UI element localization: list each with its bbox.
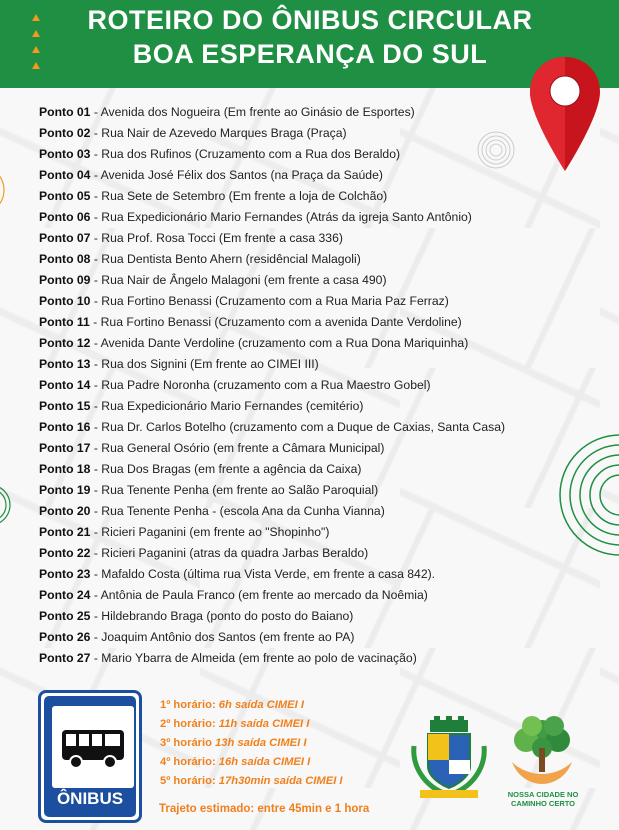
route-point-description: - Ricieri Paganini (atras da quadra Jarbas Beraldo) bbox=[90, 546, 369, 560]
schedule-ordinal: 5º horário: bbox=[160, 775, 216, 787]
route-point-description: - Rua Dr. Carlos Botelho (cruzamento com a Duque de Caxias, Santa Casa) bbox=[90, 420, 506, 434]
route-point-description: - Mario Ybarra de Almeida (em frente ao polo de vacinação) bbox=[90, 651, 417, 665]
schedule-time: 6h saída CIMEI I bbox=[218, 699, 304, 711]
route-point-item bbox=[39, 438, 599, 459]
route-point-label: Ponto 04 bbox=[39, 168, 91, 182]
triangle-icon bbox=[32, 46, 40, 53]
schedule-item bbox=[160, 734, 343, 753]
route-point-description: - Rua Tenente Penha - (escola Ana da Cunha Vianna) bbox=[90, 504, 385, 518]
decorative-circles-lower-left bbox=[0, 470, 14, 540]
route-point-label: Ponto 06 bbox=[39, 210, 91, 224]
route-point-item bbox=[39, 165, 599, 186]
route-point-description: - Mafaldo Costa (última rua Vista Verde, em frente a casa 842). bbox=[90, 567, 436, 581]
route-point-label: Ponto 24 bbox=[39, 588, 91, 602]
route-point-label: Ponto 05 bbox=[39, 189, 91, 203]
route-point-description: - Rua Fortino Benassi (Cruzamento com a avenida Dante Verdoline) bbox=[89, 315, 462, 329]
route-point-item bbox=[39, 480, 599, 501]
route-point-label: Ponto 20 bbox=[39, 504, 91, 518]
route-point-label: Ponto 10 bbox=[39, 294, 91, 308]
schedule-time: 16h saída CIMEI I bbox=[218, 756, 311, 768]
route-point-item bbox=[39, 312, 599, 333]
route-point-label: Ponto 08 bbox=[39, 252, 91, 266]
route-point-label: Ponto 03 bbox=[39, 147, 91, 161]
route-point-item bbox=[39, 627, 599, 648]
tree-logo-caption-line2: CAMINHO CERTO bbox=[510, 799, 576, 808]
triangle-icon bbox=[32, 62, 40, 69]
route-point-item bbox=[39, 396, 599, 417]
route-point-label: Ponto 07 bbox=[39, 231, 91, 245]
route-point-description: - Rua Expedicionário Mario Fernandes (Atrás da igreja Santo Antônio) bbox=[90, 210, 472, 224]
route-point-description: - Rua Dos Bragas (em frente a agência da Caixa) bbox=[90, 462, 362, 476]
schedule-time: 11h saída CIMEI I bbox=[218, 718, 310, 730]
route-point-description: - Joaquim Antônio dos Santos (em frente ao PA) bbox=[90, 630, 355, 644]
route-point-description: - Antônia de Paula Franco (em frente ao mercado da Noêmia) bbox=[90, 588, 428, 602]
route-point-item bbox=[39, 459, 599, 480]
route-point-label: Ponto 19 bbox=[39, 483, 91, 497]
tree-hands-icon bbox=[502, 712, 582, 790]
route-point-description: - Rua Nair de Ângelo Malagoni (em frente a casa 490) bbox=[90, 273, 387, 287]
route-point-description: - Rua Tenente Penha (em frente ao Salão Paroquial) bbox=[90, 483, 379, 497]
bus-icon bbox=[52, 706, 134, 788]
route-point-label: Ponto 13 bbox=[39, 357, 91, 371]
route-point-description: - Rua Dentista Bento Ahern (residêncial Malagoli) bbox=[90, 252, 361, 266]
route-point-description: - Ricieri Paganini (em frente ao "Shopinho") bbox=[90, 525, 330, 539]
route-points-list bbox=[39, 102, 599, 669]
schedule-time: 17h30min saída CIMEI I bbox=[218, 775, 343, 787]
route-point-item bbox=[39, 501, 599, 522]
decorative-circles-left bbox=[0, 150, 20, 230]
triangle-icon bbox=[32, 30, 40, 37]
tree-logo-caption bbox=[493, 790, 593, 808]
route-point-label: Ponto 26 bbox=[39, 630, 91, 644]
route-point-item bbox=[39, 606, 599, 627]
route-point-label: Ponto 17 bbox=[39, 441, 91, 455]
route-point-description: - Avenida dos Nogueira (Em frente ao Ginásio de Esportes) bbox=[90, 105, 415, 119]
schedule-time: 13h saída CIMEI I bbox=[215, 737, 307, 749]
route-point-label: Ponto 12 bbox=[39, 336, 91, 350]
route-point-label: Ponto 02 bbox=[39, 126, 91, 140]
page-title-line2: BOA ESPERANÇA DO SUL bbox=[132, 39, 488, 69]
route-point-label: Ponto 25 bbox=[39, 609, 91, 623]
route-point-label: Ponto 01 bbox=[39, 105, 91, 119]
route-point-label: Ponto 22 bbox=[39, 546, 91, 560]
route-point-item bbox=[39, 354, 599, 375]
route-point-label: Ponto 18 bbox=[39, 462, 91, 476]
route-point-description: - Rua Fortino Benassi (Cruzamento com a Rua Maria Paz Ferraz) bbox=[90, 294, 449, 308]
route-point-label: Ponto 27 bbox=[39, 651, 91, 665]
schedule-ordinal: 3º horário bbox=[160, 737, 212, 749]
route-point-label: Ponto 23 bbox=[39, 567, 91, 581]
route-point-description: - Rua dos Signini (Em frente ao CIMEI III) bbox=[90, 357, 319, 371]
estimated-route-time: Trajeto estimado: entre 45min e 1 hora bbox=[159, 803, 370, 815]
route-point-item bbox=[39, 585, 599, 606]
schedule-ordinal: 1º horário: bbox=[160, 699, 216, 711]
route-point-item bbox=[39, 270, 599, 291]
route-point-label: Ponto 16 bbox=[39, 420, 91, 434]
schedule-item bbox=[160, 753, 343, 772]
bus-sign-label: ÔNIBUS bbox=[56, 789, 124, 808]
schedule-ordinal: 2º horário: bbox=[160, 718, 216, 730]
route-point-item bbox=[39, 333, 599, 354]
schedule-item bbox=[160, 696, 343, 715]
page-title-line1: ROTEIRO DO ÔNIBUS CIRCULAR bbox=[87, 5, 533, 35]
route-point-description: - Rua Padre Noronha (cruzamento com a Rua Maestro Gobel) bbox=[90, 378, 431, 392]
route-point-label: Ponto 14 bbox=[39, 378, 91, 392]
schedule-list bbox=[160, 696, 343, 791]
route-point-description: - Rua General Osório (em frente a Câmara Municipal) bbox=[90, 441, 385, 455]
route-point-description: - Rua dos Rufinos (Cruzamento com a Rua dos Beraldo) bbox=[90, 147, 401, 161]
route-point-item bbox=[39, 249, 599, 270]
route-point-item bbox=[39, 102, 599, 123]
route-point-item bbox=[39, 417, 599, 438]
route-point-item bbox=[39, 207, 599, 228]
route-point-label: Ponto 15 bbox=[39, 399, 91, 413]
route-point-label: Ponto 21 bbox=[39, 525, 91, 539]
map-pin-icon bbox=[527, 55, 603, 173]
route-point-item bbox=[39, 228, 599, 249]
route-point-item bbox=[39, 648, 599, 669]
route-point-description: - Rua Sete de Setembro (Em frente a loja de Colchão) bbox=[90, 189, 388, 203]
route-point-item bbox=[39, 543, 599, 564]
schedule-item bbox=[160, 715, 343, 734]
route-point-item bbox=[39, 375, 599, 396]
route-point-label: Ponto 09 bbox=[39, 273, 91, 287]
route-point-item bbox=[39, 291, 599, 312]
route-point-description: - Avenida José Félix dos Santos (na Praça da Saúde) bbox=[90, 168, 383, 182]
triangle-icon bbox=[32, 14, 40, 21]
route-point-item bbox=[39, 522, 599, 543]
route-point-description: - Rua Expedicionário Mario Fernandes (cemitério) bbox=[90, 399, 364, 413]
route-point-item bbox=[39, 123, 599, 144]
route-point-item bbox=[39, 186, 599, 207]
schedule-ordinal: 4º horário: bbox=[160, 756, 216, 768]
tree-logo-caption-line1: NOSSA CIDADE NO bbox=[507, 790, 579, 799]
route-point-description: - Rua Nair de Azevedo Marques Braga (Praça) bbox=[90, 126, 347, 140]
route-point-item bbox=[39, 564, 599, 585]
route-point-label: Ponto 11 bbox=[39, 315, 90, 329]
route-point-description: - Rua Prof. Rosa Tocci (Em frente a casa 336) bbox=[90, 231, 343, 245]
city-crest-icon bbox=[410, 716, 488, 800]
route-point-description: - Hildebrando Braga (ponto do posto do Baiano) bbox=[90, 609, 354, 623]
bus-sign bbox=[38, 690, 142, 823]
schedule-item bbox=[160, 772, 343, 791]
route-point-item bbox=[39, 144, 599, 165]
route-point-description: - Avenida Dante Verdoline (cruzamento com a Rua Dona Mariquinha) bbox=[90, 336, 469, 350]
